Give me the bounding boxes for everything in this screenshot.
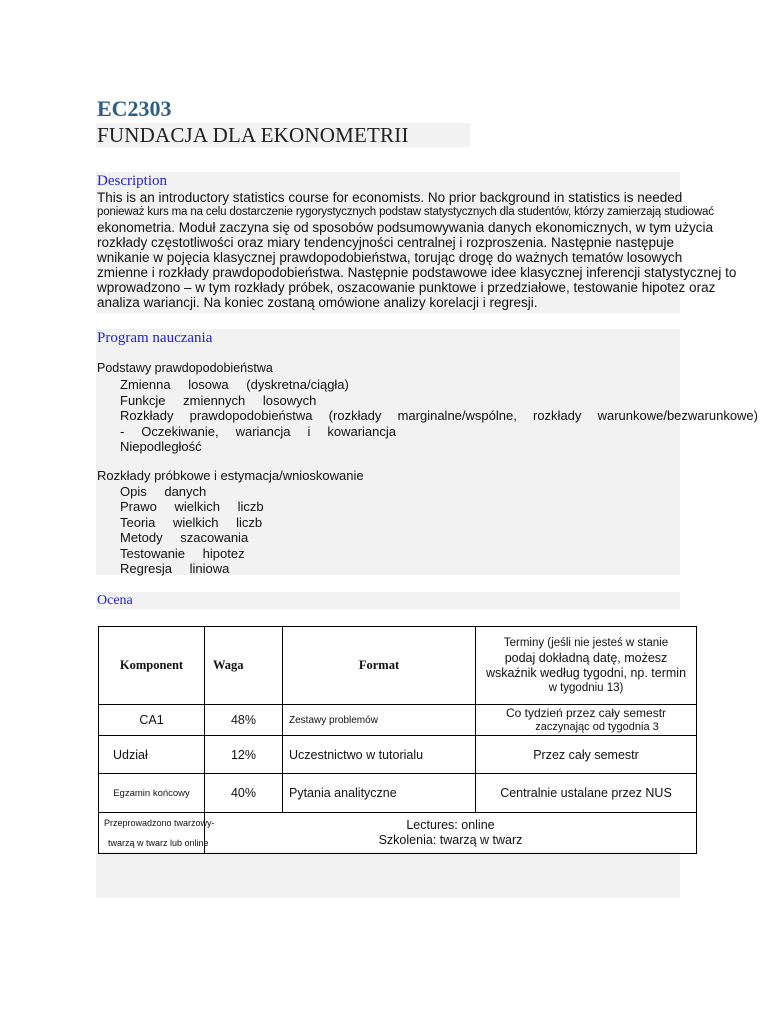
description-line: rozkłady częstotliwości oraz miary tendencyjności centralnej i rozproszenia. Następnie następuje: [97, 235, 675, 250]
header-format: Format: [283, 627, 476, 705]
description-line: ekonometria. Moduł zaczyna się od sposobów podsumowywania danych ekonomicznych, w tym użycia: [97, 220, 714, 235]
delivery-label-line: twarzą w twarz lub online: [108, 838, 209, 848]
cell-delivery-label: [99, 813, 215, 854]
header-timing-line: wskaźnik według tygodni, np. termin: [485, 665, 687, 680]
list-item: Testowanie hipotez: [120, 545, 245, 561]
cell-component: Egzamin końcowy: [99, 774, 205, 813]
description-line: analiza wariancji. Na koniec zostaną omówione analizy korelacji i regresji.: [97, 295, 538, 310]
assessment-table: [98, 626, 697, 854]
syllabus-group1-list: [120, 377, 758, 455]
cell-delivery-value: [205, 813, 697, 854]
cell-format: Uczestnictwo w tutorialu: [283, 736, 476, 774]
course-code: EC2303: [97, 96, 172, 121]
header-weight: Waga: [205, 627, 283, 705]
description-body: [97, 190, 736, 310]
cell-format: Zestawy problemów: [283, 705, 476, 736]
delivery-label-line: Przeprowadzono twarzowy-: [104, 818, 215, 828]
list-item: Opis danych: [120, 484, 207, 499]
delivery-value-line: Lectures: online: [406, 818, 495, 832]
header-timing-line: w tygodniu 13): [548, 681, 624, 694]
cell-weight: 12%: [205, 736, 283, 774]
cell-timing: [476, 705, 697, 736]
syllabus-group-title: Podstawy prawdopodobieństwa: [97, 361, 273, 375]
assessment-heading-shade: [96, 592, 680, 609]
header-timing: [476, 627, 697, 705]
cell-component: Udział: [99, 736, 205, 774]
description-line: wprowadzono – w tym rozkłady próbek, oszacowanie punktowe i przedziałowe, testowanie hipotez oraz: [97, 280, 716, 295]
table-bottom-shade: [96, 852, 680, 898]
cell-component: CA1: [99, 705, 205, 736]
list-item: Regresja liniowa: [120, 561, 230, 577]
syllabus-group-title: Rozkłady próbkowe i estymacja/wnioskowanie: [97, 468, 364, 483]
cell-timing-line: Co tydzień przez cały semestr: [505, 706, 667, 720]
description-line: zmienne i rozkłady prawdopodobieństwa. Następnie podstawowe idee klasycznej inferencji statystycznej to: [97, 265, 737, 280]
table-row: [99, 705, 697, 736]
syllabus-heading: Program nauczania: [97, 330, 213, 346]
list-item: Metody szacowania: [120, 530, 249, 546]
list-item: Zmienna losowa (dyskretna/ciągła): [120, 377, 349, 392]
description-line: wnikanie w pojęcia klasycznej prawdopodobieństwa, torując drogę do ważnych tematów losowych: [97, 250, 683, 265]
assessment-heading: Ocena: [97, 593, 133, 608]
table-header-row: [99, 627, 697, 705]
list-item: Rozkłady prawdopodobieństwa (rozkłady marginalne/wspólne, rozkłady warunkowe/bezwarunkowe): [120, 408, 758, 423]
table-row: [99, 736, 697, 774]
course-title: FUNDACJA DLA EKONOMETRII: [97, 123, 409, 147]
description-line: This is an introductory statistics course for economists. No prior background in statistics is needed: [97, 190, 683, 205]
header-timing-line: Terminy (jeśli nie jesteś w stanie: [503, 636, 669, 649]
list-item: Prawo wielkich liczb: [120, 499, 264, 515]
description-line: ponieważ kurs ma na celu dostarczenie rygorystycznych podstaw statystycznych dla studentów, którzy zamierzają studiować: [97, 206, 714, 218]
cell-format: Pytania analityczne: [283, 774, 476, 813]
header-component: Komponent: [99, 627, 205, 705]
cell-timing: Przez cały semestr: [476, 736, 697, 774]
list-item: Teoria wielkich liczb: [120, 514, 263, 530]
cell-timing-line: zaczynając od tygodnia 3: [535, 721, 659, 733]
description-heading: Description: [97, 173, 167, 189]
cell-timing: Centralnie ustalane przez NUS: [476, 774, 697, 813]
syllabus-group2-list: [120, 484, 264, 576]
list-item: Niepodległość: [120, 439, 202, 454]
delivery-value-line: Szkolenia: twarzą w twarz: [378, 833, 523, 847]
header-timing-line: podaj dokładną datę, możesz: [504, 650, 668, 665]
table-footer-row: [99, 813, 697, 854]
list-item: - Oczekiwanie, wariancja i kowariancja: [120, 423, 396, 439]
list-item: Funkcje zmiennych losowych: [120, 392, 317, 408]
cell-weight: 48%: [205, 705, 283, 736]
cell-weight: 40%: [205, 774, 283, 813]
table-row: [99, 774, 697, 813]
